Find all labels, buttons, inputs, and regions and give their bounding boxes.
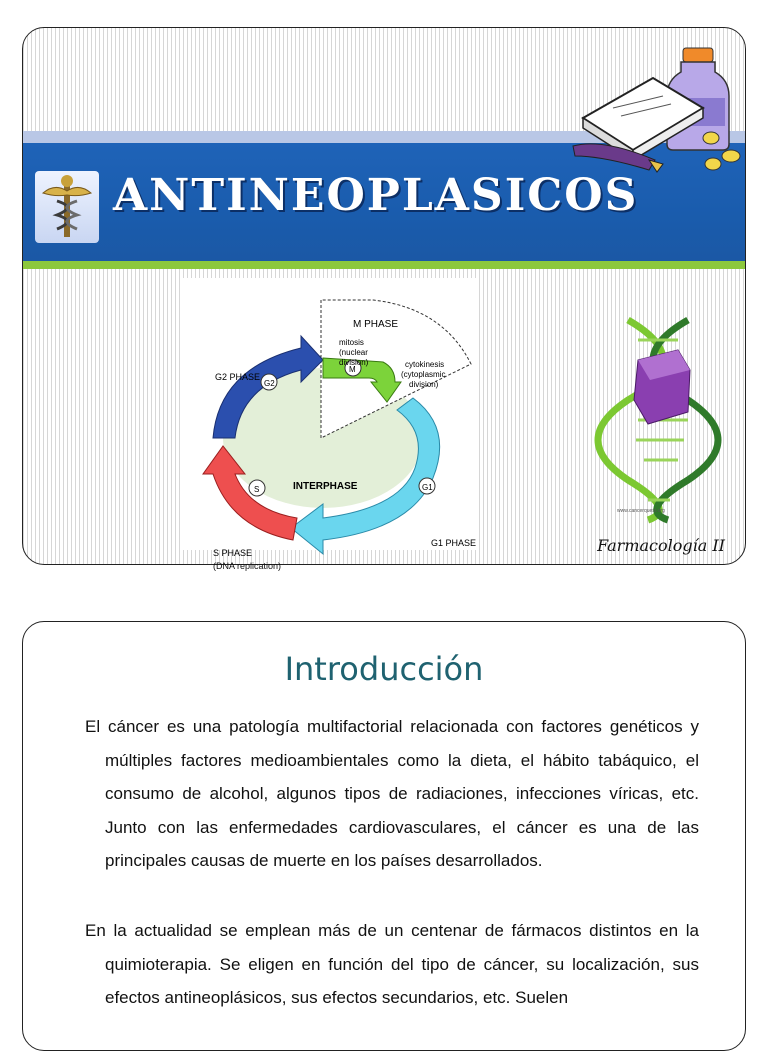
intro-paragraph-1: El cáncer es una patología multifactorial relacionada con factores genéticos y múltiples factores medioambientales como la dieta, el hábito tabáquico, el consumo de alcohol, algunos tipos de radiaciones, infecciones víricas, etc. Junto con las enfermedades cardiovasculares, el cáncer es una de las principales causas de muerte en los países desarrollados.	[85, 717, 699, 870]
slide-title: ANTINEOPLASICOS	[113, 170, 639, 221]
mitosis-label: mitosis	[339, 338, 364, 347]
course-label: Farmacología II	[597, 536, 725, 555]
s-phase-label: S PHASE	[213, 548, 253, 558]
cytokinesis-sub2: division)	[409, 380, 439, 389]
intro-slide	[22, 621, 746, 1051]
intro-paragraph-2: En la actualidad se emplean más de un centenar de fármacos distintos en la quimioterapia. Se eligen en función del tipo de cáncer, su localización, sus efectos antineoplásicos, sus efectos secundarios, etc. Suelen	[85, 921, 699, 1007]
caduceus-logo	[35, 171, 99, 243]
svg-text:division)	[409, 380, 439, 389]
s-marker: S	[254, 485, 260, 494]
mitosis-sub2: division)	[339, 358, 369, 367]
banner-green-stripe	[23, 261, 745, 269]
svg-text:S PHASE	[213, 548, 252, 558]
g1-phase-label: G1 PHASE	[431, 538, 477, 548]
mitosis-sub1: (nuclear	[339, 348, 368, 357]
cytokinesis-sub1: (cytoplasmic	[401, 370, 446, 379]
g2-marker: G2	[264, 379, 275, 388]
cytokinesis-label: cytokinesis	[405, 360, 445, 369]
dna-replication-label: (DNA replication)	[213, 561, 282, 571]
dna-source-url: www.cancerquest.org	[617, 508, 665, 514]
medicines-illustration	[563, 38, 753, 188]
g2-phase-label: G2 PHASE	[215, 372, 261, 382]
svg-text:mitosis	[339, 338, 364, 347]
dna-helix-illustration	[608, 320, 718, 520]
title-slide	[22, 27, 746, 571]
g1-marker: G1	[422, 483, 433, 492]
svg-text:(cytoplasmic	[401, 370, 445, 379]
interphase-label: INTERPHASE	[293, 481, 358, 492]
cell-cycle-diagram	[183, 278, 479, 571]
m-phase-label: M PHASE	[353, 319, 399, 330]
intro-heading: Introducción	[284, 650, 484, 688]
svg-text:cytokinesis	[405, 360, 444, 369]
svg-text:(nuclear	[339, 348, 368, 357]
m-marker: M	[349, 365, 356, 374]
